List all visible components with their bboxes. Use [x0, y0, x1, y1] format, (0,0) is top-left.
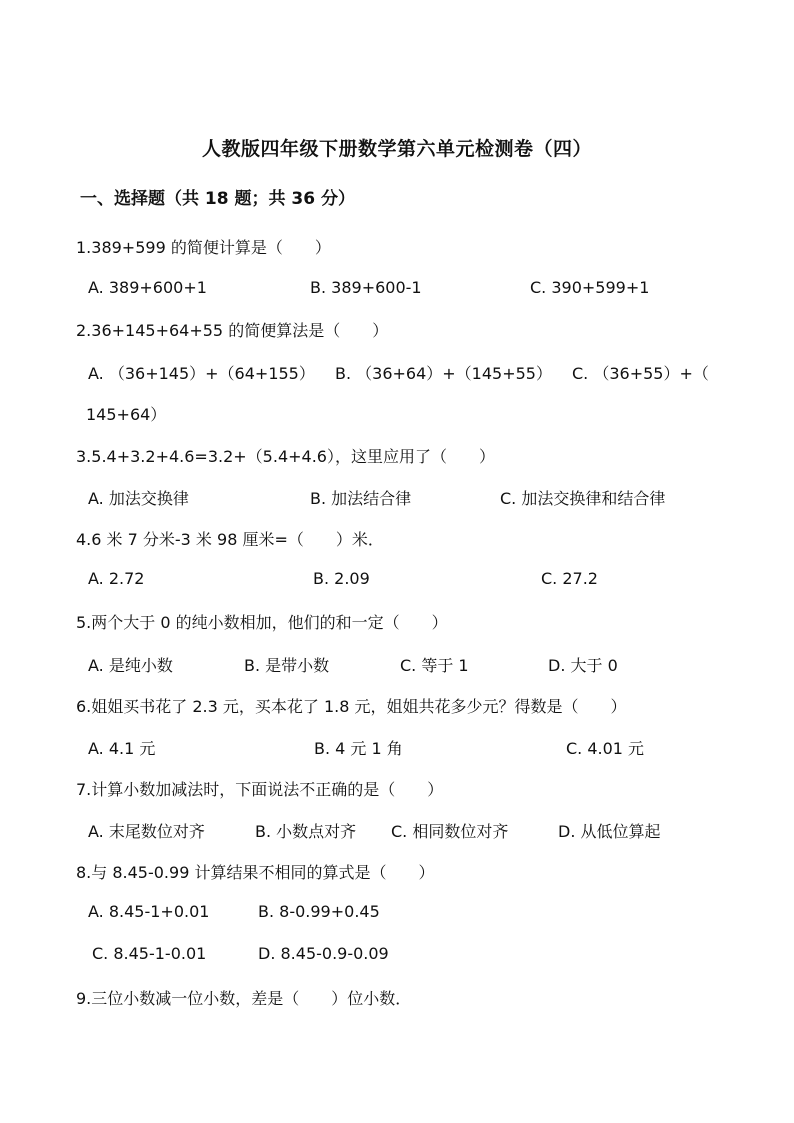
q8-option-a[interactable]: A. 8.45-1+0.01 — [88, 902, 210, 921]
question-9: 9.三位小数减一位小数，差是（ ）位小数． — [76, 989, 412, 1008]
q4-option-b[interactable]: B. 2.09 — [313, 569, 370, 588]
q2-option-c-continued: 145+64） — [86, 405, 167, 424]
q6-option-b[interactable]: B. 4 元 1 角 — [314, 739, 403, 758]
q8-option-d[interactable]: D. 8.45-0.9-0.09 — [258, 944, 389, 963]
question-5: 5.两个大于 0 的纯小数相加，他们的和一定（ ） — [76, 613, 448, 632]
q2-option-a[interactable]: A. （36+145）+（64+155） — [88, 364, 315, 383]
question-1: 1.389+599 的简便计算是（ ） — [76, 238, 331, 257]
q5-option-b[interactable]: B. 是带小数 — [244, 656, 330, 675]
question-8: 8.与 8.45-0.99 计算结果不相同的算式是（ ） — [76, 863, 435, 882]
q3-option-b[interactable]: B. 加法结合律 — [310, 489, 412, 508]
q3-option-c[interactable]: C. 加法交换律和结合律 — [500, 489, 666, 508]
q6-option-a[interactable]: A. 4.1 元 — [88, 739, 156, 758]
q7-option-b[interactable]: B. 小数点对齐 — [255, 822, 357, 841]
q1-option-a[interactable]: A. 389+600+1 — [88, 278, 207, 297]
question-4: 4.6 米 7 分米-3 米 98 厘米=（ ）米． — [76, 530, 384, 549]
q7-option-d[interactable]: D. 从低位算起 — [558, 822, 661, 841]
question-6: 6.姐姐买书花了 2.3 元，买本花了 1.8 元，姐姐共花多少元？得数是（ ） — [76, 697, 627, 716]
q6-option-c[interactable]: C. 4.01 元 — [566, 739, 645, 758]
q4-option-c[interactable]: C. 27.2 — [541, 569, 598, 588]
q4-option-a[interactable]: A. 2.72 — [88, 569, 145, 588]
question-3: 3.5.4+3.2+4.6=3.2+（5.4+4.6），这里应用了（ ） — [76, 447, 495, 466]
q3-option-a[interactable]: A. 加法交换律 — [88, 489, 189, 508]
question-7: 7.计算小数加减法时，下面说法不正确的是（ ） — [76, 780, 444, 799]
section-heading: 一、选择题（共 18 题；共 36 分） — [80, 189, 355, 209]
q5-option-d[interactable]: D. 大于 0 — [548, 656, 618, 675]
q5-option-a[interactable]: A. 是纯小数 — [88, 656, 173, 675]
q7-option-a[interactable]: A. 末尾数位对齐 — [88, 822, 205, 841]
q1-option-b[interactable]: B. 389+600-1 — [310, 278, 422, 297]
q8-option-c[interactable]: C. 8.45-1-0.01 — [92, 944, 207, 963]
q7-option-c[interactable]: C. 相同数位对齐 — [391, 822, 509, 841]
q2-option-b[interactable]: B. （36+64）+（145+55） — [335, 364, 552, 383]
page-title: 人教版四年级下册数学第六单元检测卷（四） — [201, 138, 592, 160]
q8-option-b[interactable]: B. 8-0.99+0.45 — [258, 902, 380, 921]
q5-option-c[interactable]: C. 等于 1 — [400, 656, 469, 675]
question-2: 2.36+145+64+55 的简便算法是（ ） — [76, 321, 389, 340]
q2-option-c[interactable]: C. （36+55）+（ — [572, 364, 709, 383]
q1-option-c[interactable]: C. 390+599+1 — [530, 278, 650, 297]
